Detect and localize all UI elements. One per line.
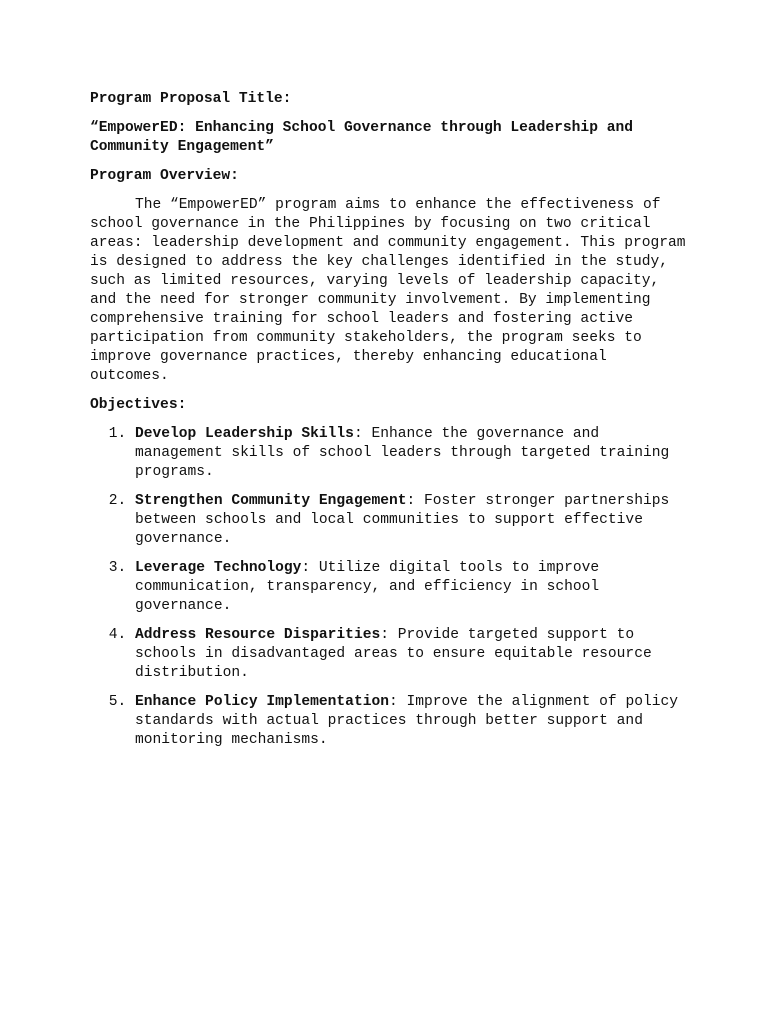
objective-item — [135, 693, 690, 750]
objectives-heading: Objectives: — [90, 397, 187, 413]
proposal-title-heading: Program Proposal Title: — [90, 91, 292, 107]
objectives-list — [90, 425, 690, 750]
objective-text: : Utilize digital tools to improve communication, transparency, and efficiency in school governance. — [135, 560, 600, 614]
proposal-title: “EmpowerED: Enhancing School Governance through Leadership and Community Engagement” — [90, 120, 633, 155]
objective-title: Develop Leadership Skills — [135, 426, 354, 442]
overview-paragraph: The “EmpowerED” program aims to enhance the effectiveness of school governance in the Philippines by focusing on two critical areas: leadership development and community engagement. This program is designed to address the key challenges identified in the study, such as limited resources, varying levels of leadership capacity, and the need for stronger community involvement. By implementing comprehensive training for school leaders and fostering active participation from community stakeholders, the program seeks to improve governance practices, thereby enhancing educational outcomes. — [90, 197, 686, 384]
objective-text: : Enhance the governance and management skills of school leaders through targeted training programs. — [135, 426, 670, 480]
objective-item — [135, 626, 690, 683]
objective-text: : Improve the alignment of policy standards with actual practices through better support and monitoring mechanisms. — [135, 694, 678, 748]
objective-title: Leverage Technology — [135, 560, 302, 576]
objective-title: Strengthen Community Engagement — [135, 493, 407, 509]
objective-title: Enhance Policy Implementation — [135, 694, 389, 710]
objective-item — [135, 559, 690, 616]
overview-heading: Program Overview: — [90, 168, 239, 184]
objective-item — [135, 492, 690, 549]
document-page — [90, 90, 690, 760]
objective-title: Address Resource Disparities — [135, 627, 381, 643]
objective-item — [135, 425, 690, 482]
objective-text: : Provide targeted support to schools in disadvantaged areas to ensure equitable resource distribution. — [135, 627, 652, 681]
objective-text: : Foster stronger partnerships between schools and local communities to support effective governance. — [135, 493, 670, 547]
